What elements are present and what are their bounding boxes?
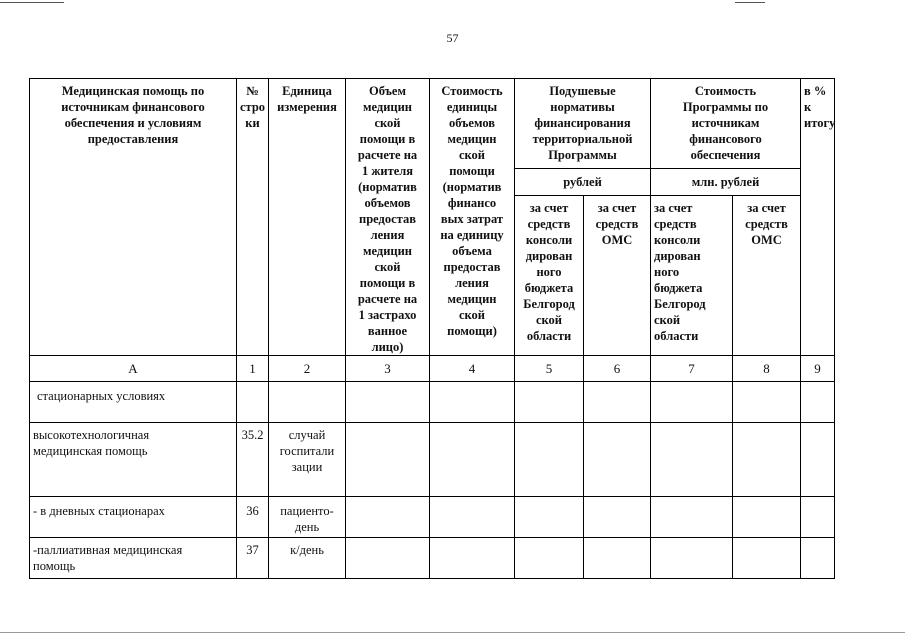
cell-empty <box>346 538 430 579</box>
cell-empty <box>801 497 835 538</box>
header-col8-oms: за счет средств ОМС <box>733 196 801 356</box>
column-number: 9 <box>801 356 835 382</box>
cell-empty <box>346 423 430 497</box>
header-per-capita-standards: Подушевые нормативы финансирования территориальной Программы <box>515 79 651 169</box>
column-number: 6 <box>584 356 651 382</box>
scan-artifact-line <box>0 632 905 633</box>
cell-empty <box>651 423 733 497</box>
cell-empty <box>430 497 515 538</box>
cell-empty <box>651 382 733 423</box>
cell-empty <box>733 423 801 497</box>
header-col6-oms: за счет средств ОМС <box>584 196 651 356</box>
column-number: 2 <box>269 356 346 382</box>
header-medical-care: Медицинская помощь по источникам финансового обеспечения и условиям предоставления <box>30 79 237 356</box>
header-unit-cost: Стоимость единицы объемов медицин ской помощи (норматив финансо вых затрат на единицу объема предостав ления медицин ской помощи) <box>430 79 515 356</box>
header-percent-of-total: в % к итогу <box>801 79 835 356</box>
row-line-number: 36 <box>237 497 269 538</box>
cell-empty <box>515 423 584 497</box>
cell-empty <box>515 382 584 423</box>
table-row <box>30 497 835 538</box>
cell-empty <box>651 497 733 538</box>
header-col5-regional-budget: за счет средств консоли дирован ного бюджета Белгород ской области <box>515 196 584 356</box>
table-row <box>30 423 835 497</box>
row-label: стационарных условиях <box>30 382 237 423</box>
row-unit: к/день <box>269 538 346 579</box>
column-number: 3 <box>346 356 430 382</box>
column-number: 5 <box>515 356 584 382</box>
cell-empty <box>346 497 430 538</box>
row-line-number <box>237 382 269 423</box>
row-label: высокотехнологичная медицинская помощь <box>30 423 237 497</box>
cell-empty <box>430 382 515 423</box>
header-volume-standard: Объем медицин ской помощи в расчете на 1 жителя (норматив объемов предостав ления медицин ской помощи в расчете на 1 застрахо ванное лицо) <box>346 79 430 356</box>
row-line-number: 37 <box>237 538 269 579</box>
cell-empty <box>515 538 584 579</box>
cell-empty <box>584 538 651 579</box>
column-number: 7 <box>651 356 733 382</box>
column-number: А <box>30 356 237 382</box>
page-number: 57 <box>446 31 459 45</box>
header-unit: Единица измерения <box>269 79 346 356</box>
row-unit: пациенто- день <box>269 497 346 538</box>
cell-empty <box>733 382 801 423</box>
header-line-number: № стро ки <box>237 79 269 356</box>
cell-empty <box>801 423 835 497</box>
header-program-cost: Стоимость Программы по источникам финансового обеспечения <box>651 79 801 169</box>
cell-empty <box>430 423 515 497</box>
cell-empty <box>651 538 733 579</box>
column-number-row <box>30 356 835 382</box>
table-row <box>30 382 835 423</box>
table-row <box>30 538 835 579</box>
financing-table <box>29 78 835 579</box>
row-label: - в дневных стационарах <box>30 497 237 538</box>
cell-empty <box>733 538 801 579</box>
cell-empty <box>801 538 835 579</box>
row-unit <box>269 382 346 423</box>
row-line-number: 35.2 <box>237 423 269 497</box>
header-col7-regional-budget: за счет средств консоли дирован ного бюджета Белгород ской области <box>651 196 733 356</box>
cell-empty <box>584 423 651 497</box>
column-number: 8 <box>733 356 801 382</box>
scan-artifact-line <box>735 2 765 3</box>
cell-empty <box>515 497 584 538</box>
row-unit: случай госпитали зации <box>269 423 346 497</box>
scan-artifact-line <box>0 2 64 3</box>
cell-empty <box>733 497 801 538</box>
cell-empty <box>346 382 430 423</box>
cell-empty <box>584 497 651 538</box>
cell-empty <box>430 538 515 579</box>
cell-empty <box>584 382 651 423</box>
row-label: -паллиативная медицинская помощь <box>30 538 237 579</box>
column-number: 1 <box>237 356 269 382</box>
header-unit-mln-rubles: млн. рублей <box>651 169 801 196</box>
cell-empty <box>801 382 835 423</box>
header-unit-rubles: рублей <box>515 169 651 196</box>
column-number: 4 <box>430 356 515 382</box>
